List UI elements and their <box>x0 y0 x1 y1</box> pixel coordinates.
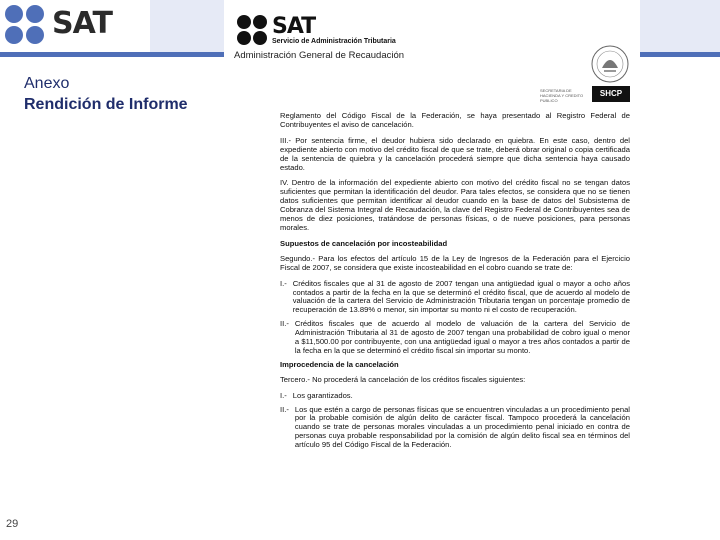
header-tint-right <box>640 0 720 52</box>
seal-caption: SECRETARIA DE HACIENDA Y CREDITO PUBLICO <box>540 88 584 103</box>
page-number: 29 <box>6 518 19 530</box>
slide-title <box>24 73 188 115</box>
doc-list-item-text: Créditos fiscales que al 31 de agosto de 2007 tengan una antigüedad igual o mayor a ocho años contados a partir de la fecha en la que se determinó el crédito fiscal, que de acuerdo al modelo de valuación de la cartera del Servicio de Administración Tributaria tengan un porcentaje promedio de recuperación de 13.89% o menor, sin importar su monto ni el costo de recuperación. <box>292 278 630 315</box>
header-rule-left <box>0 52 224 57</box>
national-seal-icon <box>590 44 630 84</box>
doc-list-item-number: I.- <box>280 278 287 288</box>
doc-intro: Reglamento del Código Fiscal de la Federación, se haya presentado al Registro Federal de Contribuyentes el aviso de cancelación. <box>280 111 630 129</box>
slide-subtitle: Anexo <box>24 75 70 92</box>
doc-segundo: Segundo.- Para los efectos del artículo 15 de la Ley de Ingresos de la Federación para el Ejercicio Fiscal de 2007, se considera que existe incosteabilidad en el cobro cuando se trate de: <box>280 253 630 272</box>
doc-list-item <box>280 406 630 451</box>
doc-list-item-text: Créditos fiscales que de acuerdo al modelo de valuación de la cartera del Servicio de Administración Tributaria al 31 de agosto de 2007 tengan una probabilidad de cobro igual o menor a $11,500.00 por contribuyente, con una antigüedad igual o mayor a tres años contados a partir de la fecha en la que se determinó el crédito fiscal sin importar su monto. <box>294 319 630 355</box>
header-tint-left <box>150 0 224 52</box>
doc-list-item <box>280 280 630 316</box>
doc-list-item-number: II.- <box>280 404 289 414</box>
scanned-document <box>224 0 640 540</box>
doc-heading-improcedencia: Improcedencia de la cancelación <box>280 359 399 369</box>
doc-list-item-text: Los garantizados. <box>292 390 353 400</box>
sat-dots-icon <box>4 4 46 46</box>
doc-list-item-text: Los que estén a cargo de personas físicas que se encuentren vinculadas a un procedimiento penal por la probable comisión de algún delito de carácter fiscal. Tampoco procederá la cancelación cuando se trate de personas morales vinculadas a un procedimiento penal iniciado en contra de personas cuya probable responsabilidad por la comisión de algún delito fiscal sea en términos del artículo 95 del Código Fiscal de la Federación. <box>294 404 630 450</box>
doc-sat-subtitle: Servicio de Administración Tributaria <box>272 38 396 45</box>
doc-heading-incosteabilidad: Supuestos de cancelación por incosteabilidad <box>280 238 448 248</box>
doc-sat-dots-icon <box>236 14 268 46</box>
doc-agency-name: Administración General de Recaudación <box>234 50 405 61</box>
sat-logo <box>0 0 150 52</box>
doc-tercero: Tercero.- No procederá la cancelación de los créditos fiscales siguientes: <box>280 374 526 384</box>
doc-list-item-number: II.- <box>280 319 289 329</box>
doc-list-item-number: I.- <box>280 390 287 400</box>
sat-logo-text: SAT <box>52 6 112 41</box>
doc-item-iii: III.- Por sentencia firme, el deudor hubiera sido declarado en quiebra. En este caso, dentro del expediente abierto con motivo del crédito fiscal de que se trate, deberá obrar original o copia certificada de la sentencia de quiebra y la cancelación procederá siempre que dicha sentencia haya causado estado. <box>280 135 630 172</box>
header-rule-right <box>640 52 720 57</box>
slide-heading: Rendición de Informe <box>24 96 188 113</box>
doc-sat-logo-text: SAT <box>272 14 316 39</box>
doc-item-iv: IV. Dentro de la información del expediente abierto con motivo del crédito fiscal no se tengan datos suficientes que permitan la identificación del deudor. Para tales efectos, se considera que no se tienen datos suficientes que permitan identificar al deudor cuando en la base de datos del Subsistema de Cobranza del Sistema Integral de Recaudación, la clave del Registro Federal de Contribuyentes sea de menos de diez posiciones, tratándose de personas físicas, o de nueve posiciones, para personas morales. <box>280 178 630 232</box>
document-body <box>280 112 630 455</box>
doc-list-item <box>280 392 630 401</box>
shcp-badge: SHCP <box>592 86 630 102</box>
doc-list-item <box>280 320 630 356</box>
